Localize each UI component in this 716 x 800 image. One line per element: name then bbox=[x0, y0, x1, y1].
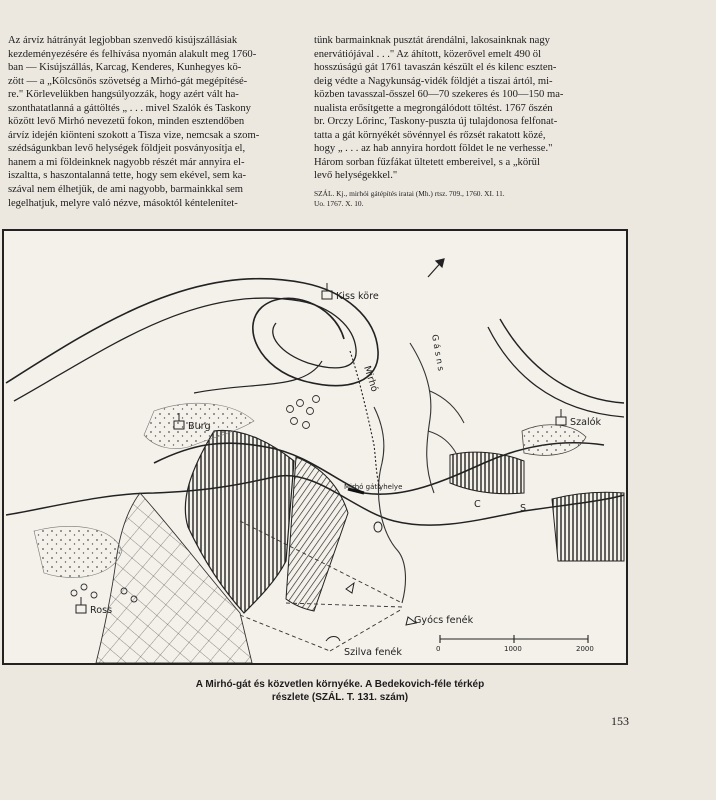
left-text-column bbox=[8, 34, 298, 210]
caption-line-1: A Mirhó-gát és közvetlen környéke. A Bedekovich-féle térkép bbox=[195, 679, 485, 690]
scale-bar bbox=[440, 635, 588, 643]
text-line: szával nem élhetjük, de ami nagyobb, barmainkkal sem bbox=[8, 184, 244, 196]
footnote-2: Uo. 1767. X. 10. bbox=[314, 199, 364, 209]
text-line: ban — Kisújszállás, Karcag, Kenderes, Kunhegyes kö- bbox=[8, 62, 242, 74]
text-line: tünk barmainknak pusztát árendálni, lakosainknak nagy bbox=[314, 35, 550, 46]
right-paragraph bbox=[314, 34, 634, 183]
text-line: re." Körlevelükben hangsúlyozzák, hogy azért vált ha- bbox=[8, 89, 239, 101]
text-line: zött — a „Kölcsönös szövetség a Mirhó-gát megépítésé- bbox=[8, 75, 248, 87]
text-line: szonthatatlanná a gáttöltés „ . . . mivel Szalók és Taskony bbox=[8, 102, 251, 114]
text-line: nualista erősítgette a megrongálódott töltést. 1767 őszén bbox=[314, 102, 553, 114]
text-line: közben tavasszal-ősszel 60—70 szekeres és 100—150 ma- bbox=[314, 89, 564, 101]
river-bend-lower bbox=[194, 361, 322, 393]
caption-line-2: részlete (SZÁL. T. 131. szám) bbox=[271, 692, 409, 703]
map-label-dam: Mirhó gátlyhelye bbox=[344, 483, 403, 491]
creek-branch bbox=[428, 431, 456, 453]
hatched-parcel-right bbox=[450, 452, 524, 494]
creek-branch bbox=[374, 407, 405, 603]
text-line: br. Orczy Lőrinc, Taskony-puszta új tulajdonosa felfonat- bbox=[314, 116, 558, 128]
map-label-s: S bbox=[520, 503, 527, 514]
scale-label-1000: 1000 bbox=[504, 645, 522, 653]
text-line: árvíz idején kiönteni szokott a Tisza vize, nemcsak a szom- bbox=[8, 129, 260, 141]
map-label-ross: Ross bbox=[90, 605, 113, 616]
figure-caption bbox=[160, 678, 520, 704]
map-drawing bbox=[4, 231, 626, 663]
right-text-column bbox=[314, 34, 634, 209]
north-arrow-icon bbox=[428, 259, 444, 277]
creek-branch bbox=[430, 391, 464, 423]
footnotes bbox=[314, 189, 634, 209]
left-paragraph bbox=[8, 34, 298, 210]
hatched-parcel-right bbox=[552, 492, 624, 561]
map-label-c: C bbox=[474, 499, 481, 510]
map-figure bbox=[2, 229, 628, 665]
creek-branch bbox=[410, 343, 434, 493]
hatched-parcel-2 bbox=[286, 457, 348, 611]
river-right-curve-2 bbox=[488, 327, 624, 417]
text-line: között levő Mirhó nevezetű fokon, minden esztendőben bbox=[8, 116, 245, 128]
text-line: hanem a mi földeinknek nagyobb részét már annyira el- bbox=[8, 156, 245, 168]
tree-cluster bbox=[522, 425, 586, 456]
text-line: Az árvíz hátrányát legjobban szenvedő kisújszállásiak bbox=[8, 35, 238, 46]
survey-line bbox=[330, 609, 402, 651]
text-line: legelhatjuk, melyre való nézve, másoktól kéntelenítet- bbox=[8, 197, 238, 209]
text-line: hosszúságú gát 1761 tavaszán készült el és kilenc eszten- bbox=[314, 62, 557, 74]
dotted-area bbox=[34, 526, 122, 577]
text-line: deig védte a Nagykunság-vidék földjét a tiszai ártól, mi- bbox=[314, 75, 553, 87]
survey-line bbox=[240, 615, 330, 651]
scale-label-2000: 2000 bbox=[576, 645, 594, 653]
text-line: kezdeményezésére és felhívása nyomán alakult meg 1760- bbox=[8, 48, 257, 60]
map-label-burg: Burg bbox=[188, 421, 211, 432]
scale-label-0: 0 bbox=[436, 645, 441, 653]
river-right-curve bbox=[500, 319, 624, 403]
text-line: iszaltta, s haszontalanná tette, hogy sem ekével, sem ka- bbox=[8, 170, 246, 182]
map-label-szilva-fenek: Szilva fenék bbox=[344, 647, 402, 658]
text-line: hogy „ . . . az hab annyira hordott földet le ne verhesse." bbox=[314, 143, 553, 155]
map-label-tisza-letters: G á s n s bbox=[429, 333, 446, 372]
text-line: Három sorban fűzfákat ültetett embereivel, s a „körül bbox=[314, 156, 540, 168]
map-label-mirho: Mirhó bbox=[361, 364, 380, 394]
map-label-szalok: Szalók bbox=[570, 417, 602, 428]
text-line: tatta a gát környékét sövénnyel és rőzsét rakatott közé, bbox=[314, 129, 546, 141]
map-label-kiss-kore: Kiss köre bbox=[336, 291, 379, 302]
map-label-gyocs-fenek: Gyócs fenék bbox=[414, 615, 474, 626]
river-meander-inner bbox=[14, 298, 356, 401]
text-line: szédságunkban levő helységek földjeit posványosítja el, bbox=[8, 143, 246, 155]
marker-symbols bbox=[326, 522, 416, 641]
text-line: enervátiójával . . ." Az áhított, közerővel emelt 490 öl bbox=[314, 48, 542, 60]
page-number: 153 bbox=[611, 714, 629, 728]
footnote-1: SZÁL. Kj., mirhói gátépítés iratai (Mh.) rtsz. 709., 1760. XI. 11. bbox=[314, 189, 505, 199]
text-line: levő helységekkel." bbox=[314, 170, 398, 182]
